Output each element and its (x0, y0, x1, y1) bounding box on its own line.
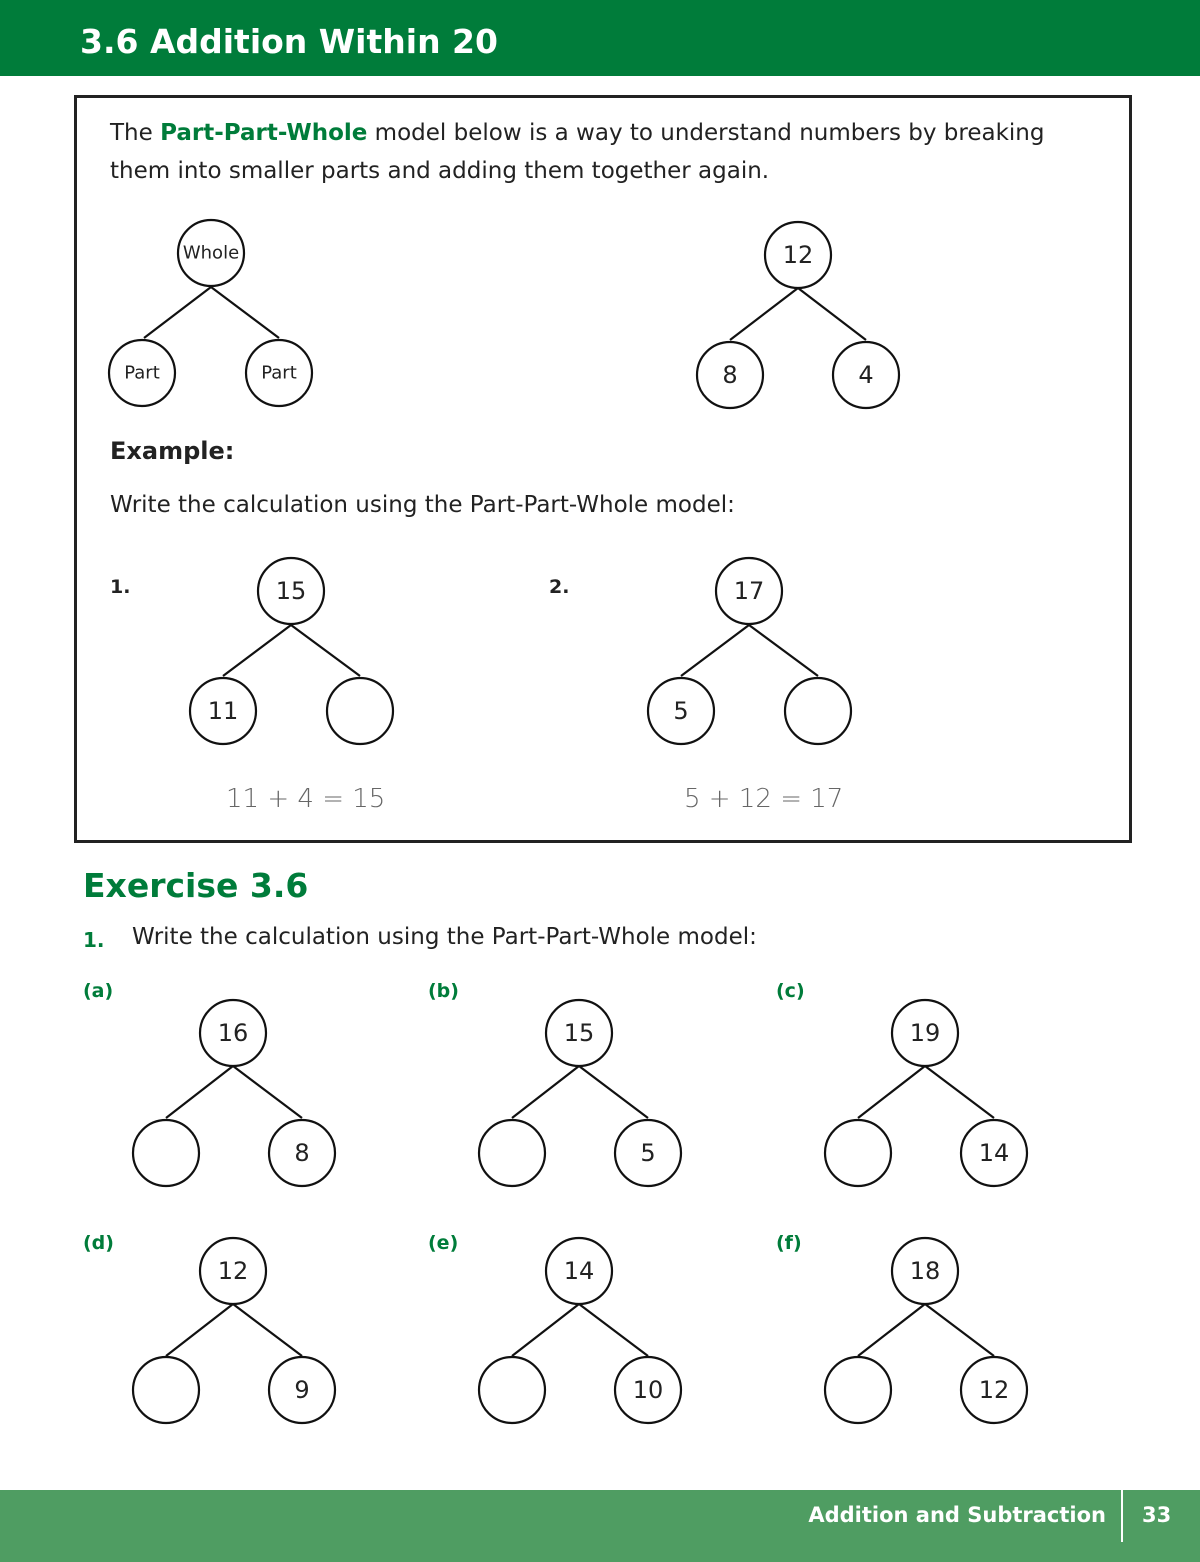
ppw-left-answer-circle[interactable] (133, 1120, 199, 1186)
ppw-whole-label: Whole (182, 242, 240, 264)
ppw-left-answer-circle[interactable] (825, 1357, 891, 1423)
ppw-line-left (166, 1304, 233, 1356)
ppw-whole-value: 17 (733, 577, 765, 605)
exercise-f-diagram (812, 1226, 1042, 1436)
page-number: 33 (1142, 1503, 1172, 1527)
ppw-right-answer-circle[interactable] (327, 678, 393, 744)
ppw-example-diagram (688, 212, 908, 422)
ppw-left-label: Part (124, 362, 160, 384)
ppw-whole-value: 12 (782, 241, 814, 269)
ppw-line-right (749, 625, 818, 676)
exercise-item-label: (d) (83, 1232, 114, 1254)
ppw-right-value: 8 (294, 1139, 310, 1167)
example-q2-answer: 5 + 12 = 17 (684, 784, 844, 814)
ppw-line-right (798, 288, 866, 340)
ppw-line-right (291, 625, 360, 676)
ppw-left-answer-circle[interactable] (825, 1120, 891, 1186)
example-heading: Example: (110, 437, 235, 465)
exercise-item-label: (b) (428, 980, 459, 1002)
ppw-line-right (579, 1304, 648, 1356)
ppw-right-label: Part (261, 362, 297, 384)
footer-section-title: Addition and Subtraction (808, 1503, 1106, 1527)
ppw-line-left (223, 625, 291, 676)
intro-highlight: Part-Part-Whole (160, 120, 368, 146)
ppw-line-left (858, 1066, 925, 1118)
ppw-left-value: 5 (673, 697, 689, 725)
exercise-a-diagram (120, 988, 350, 1198)
ppw-whole-value: 18 (909, 1257, 941, 1285)
ppw-line-left (512, 1304, 579, 1356)
ppw-right-value: 9 (294, 1376, 310, 1404)
ppw-right-value: 14 (978, 1139, 1010, 1167)
ppw-whole-value: 16 (217, 1019, 249, 1047)
ppw-left-answer-circle[interactable] (479, 1357, 545, 1423)
ppw-right-value: 10 (632, 1376, 664, 1404)
exercise-instruction: Write the calculation using the Part-Part-Whole model: (132, 924, 757, 950)
ppw-right-value: 12 (978, 1376, 1010, 1404)
ppw-line-left (144, 287, 211, 338)
ppw-line-left (858, 1304, 925, 1356)
intro-prefix: The (110, 120, 161, 146)
ppw-line-left (730, 288, 798, 340)
exercise-title: Exercise 3.6 (83, 866, 309, 905)
exercise-item-label: (e) (428, 1232, 459, 1254)
exercise-item-label: (a) (83, 980, 114, 1002)
ppw-left-value: 8 (722, 361, 738, 389)
intro-text (110, 114, 1110, 190)
ppw-line-left (512, 1066, 579, 1118)
example-q2-diagram (638, 548, 868, 758)
example-q1-number: 1. (110, 576, 131, 598)
ppw-whole-value: 12 (217, 1257, 249, 1285)
exercise-number: 1. (83, 928, 105, 952)
exercise-c-diagram (812, 988, 1042, 1198)
exercise-item-label: (f) (776, 1232, 802, 1254)
page-title: 3.6 Addition Within 20 (80, 22, 498, 61)
ppw-generic-diagram (100, 210, 300, 420)
footer-divider (1121, 1490, 1123, 1542)
ppw-whole-value: 15 (275, 577, 307, 605)
ppw-line-right (233, 1066, 302, 1118)
intro-suffix: model below is a way to understand numbers by breaking them into smaller parts and adding them together again. (110, 120, 1045, 184)
exercise-b-diagram (466, 988, 696, 1198)
example-q1-answer: 11 + 4 = 15 (226, 784, 386, 814)
example-q1-diagram (180, 548, 410, 758)
exercise-e-diagram (466, 1226, 696, 1436)
ppw-line-left (681, 625, 749, 676)
example-q2-number: 2. (549, 576, 570, 598)
ppw-whole-value: 15 (563, 1019, 595, 1047)
ppw-right-value: 4 (858, 361, 874, 389)
example-instruction: Write the calculation using the Part-Part-Whole model: (110, 492, 735, 518)
ppw-line-right (925, 1304, 994, 1356)
ppw-left-value: 11 (207, 697, 239, 725)
ppw-line-right (925, 1066, 994, 1118)
ppw-line-right (233, 1304, 302, 1356)
ppw-whole-value: 14 (563, 1257, 595, 1285)
exercise-d-diagram (120, 1226, 350, 1436)
ppw-left-answer-circle[interactable] (133, 1357, 199, 1423)
exercise-item-label: (c) (776, 980, 805, 1002)
ppw-line-right (579, 1066, 648, 1118)
ppw-left-answer-circle[interactable] (479, 1120, 545, 1186)
ppw-line-right (211, 287, 279, 338)
ppw-line-left (166, 1066, 233, 1118)
ppw-whole-value: 19 (909, 1019, 941, 1047)
ppw-right-answer-circle[interactable] (785, 678, 851, 744)
ppw-right-value: 5 (640, 1139, 656, 1167)
